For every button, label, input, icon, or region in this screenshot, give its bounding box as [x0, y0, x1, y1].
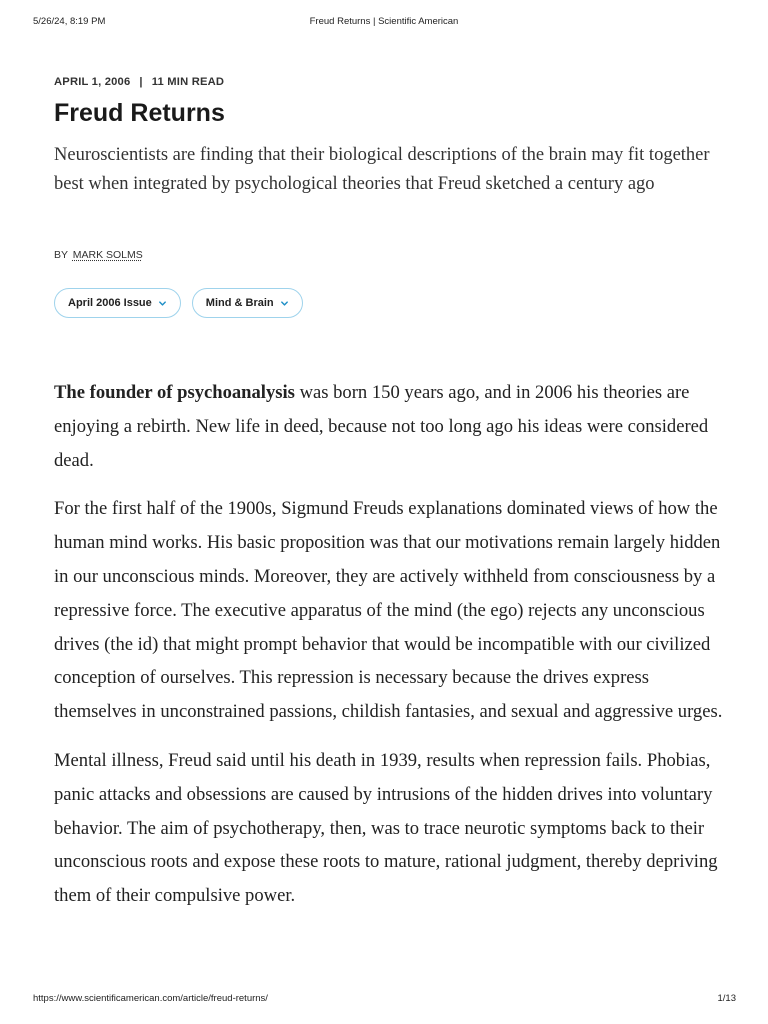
- page-number: 1/13: [717, 993, 736, 1004]
- topic-tag-button[interactable]: [192, 288, 303, 318]
- print-header: [0, 16, 768, 32]
- byline: [54, 249, 143, 261]
- author-link[interactable]: MARK SOLMS: [72, 249, 143, 261]
- print-footer: [0, 993, 768, 1009]
- paragraph-text: was born 150 years ago, and in 2006 his theories are enjoying a rebirth. New life in deed, because not too long ago his ideas were considered dead.: [54, 382, 709, 471]
- topic-tag-label: Mind & Brain: [205, 297, 274, 309]
- chevron-down-icon: [158, 299, 167, 308]
- read-time: 11 MIN READ: [151, 76, 225, 88]
- article-title: Freud Returns: [54, 99, 225, 127]
- article-dek: Neuroscientists are finding that their biological descriptions of the brain may fit together best when integrated by psychological theories that Freud sketched a century ago: [54, 145, 710, 194]
- body-paragraph: Mental illness, Freud said until his death in 1939, results when repression fails. Phobias, panic attacks and obsessions are caused by intrusions of the hidden drives into voluntary behavior. The aim of psychotherapy, then, was to trace neurotic symptoms back to their unconscious roots and expose these roots to mature, rational judgment, thereby depriving them of their compulsive power.: [54, 749, 718, 907]
- article-body: [54, 376, 726, 928]
- page-url[interactable]: https://www.scientificamerican.com/article/freud-returns/: [33, 993, 268, 1004]
- publish-date: APRIL 1, 2006: [54, 76, 131, 88]
- tag-pills: [54, 288, 303, 318]
- meta-separator: |: [139, 76, 143, 88]
- chevron-down-icon: [280, 299, 289, 308]
- article-meta: [54, 76, 224, 88]
- issue-tag-label: April 2006 Issue: [68, 297, 152, 309]
- issue-tag-button[interactable]: [54, 288, 181, 318]
- print-page-title: Freud Returns | Scientific American: [309, 16, 459, 27]
- byline-prefix: BY: [54, 249, 68, 261]
- lead-in: The founder of psychoanalysis: [54, 382, 295, 403]
- body-paragraph: [54, 376, 726, 477]
- print-datetime: 5/26/24, 8:19 PM: [33, 16, 106, 27]
- body-paragraph: For the first half of the 1900s, Sigmund Freuds explanations dominated views of how the human mind works. His basic proposition was that our motivations remain largely hidden in our unconscious minds. Moreover, they are actively withheld from consciousness by a repressive force. The executive apparatus of the mind (the ego) rejects any unconscious drives (the id) that might prompt behavior that would be incompatible with our civilized conception of ourselves. This repression is necessary because the drives express themselves in unconstrained passions, childish fantasies, and sexual and aggressive urges.: [54, 498, 723, 723]
